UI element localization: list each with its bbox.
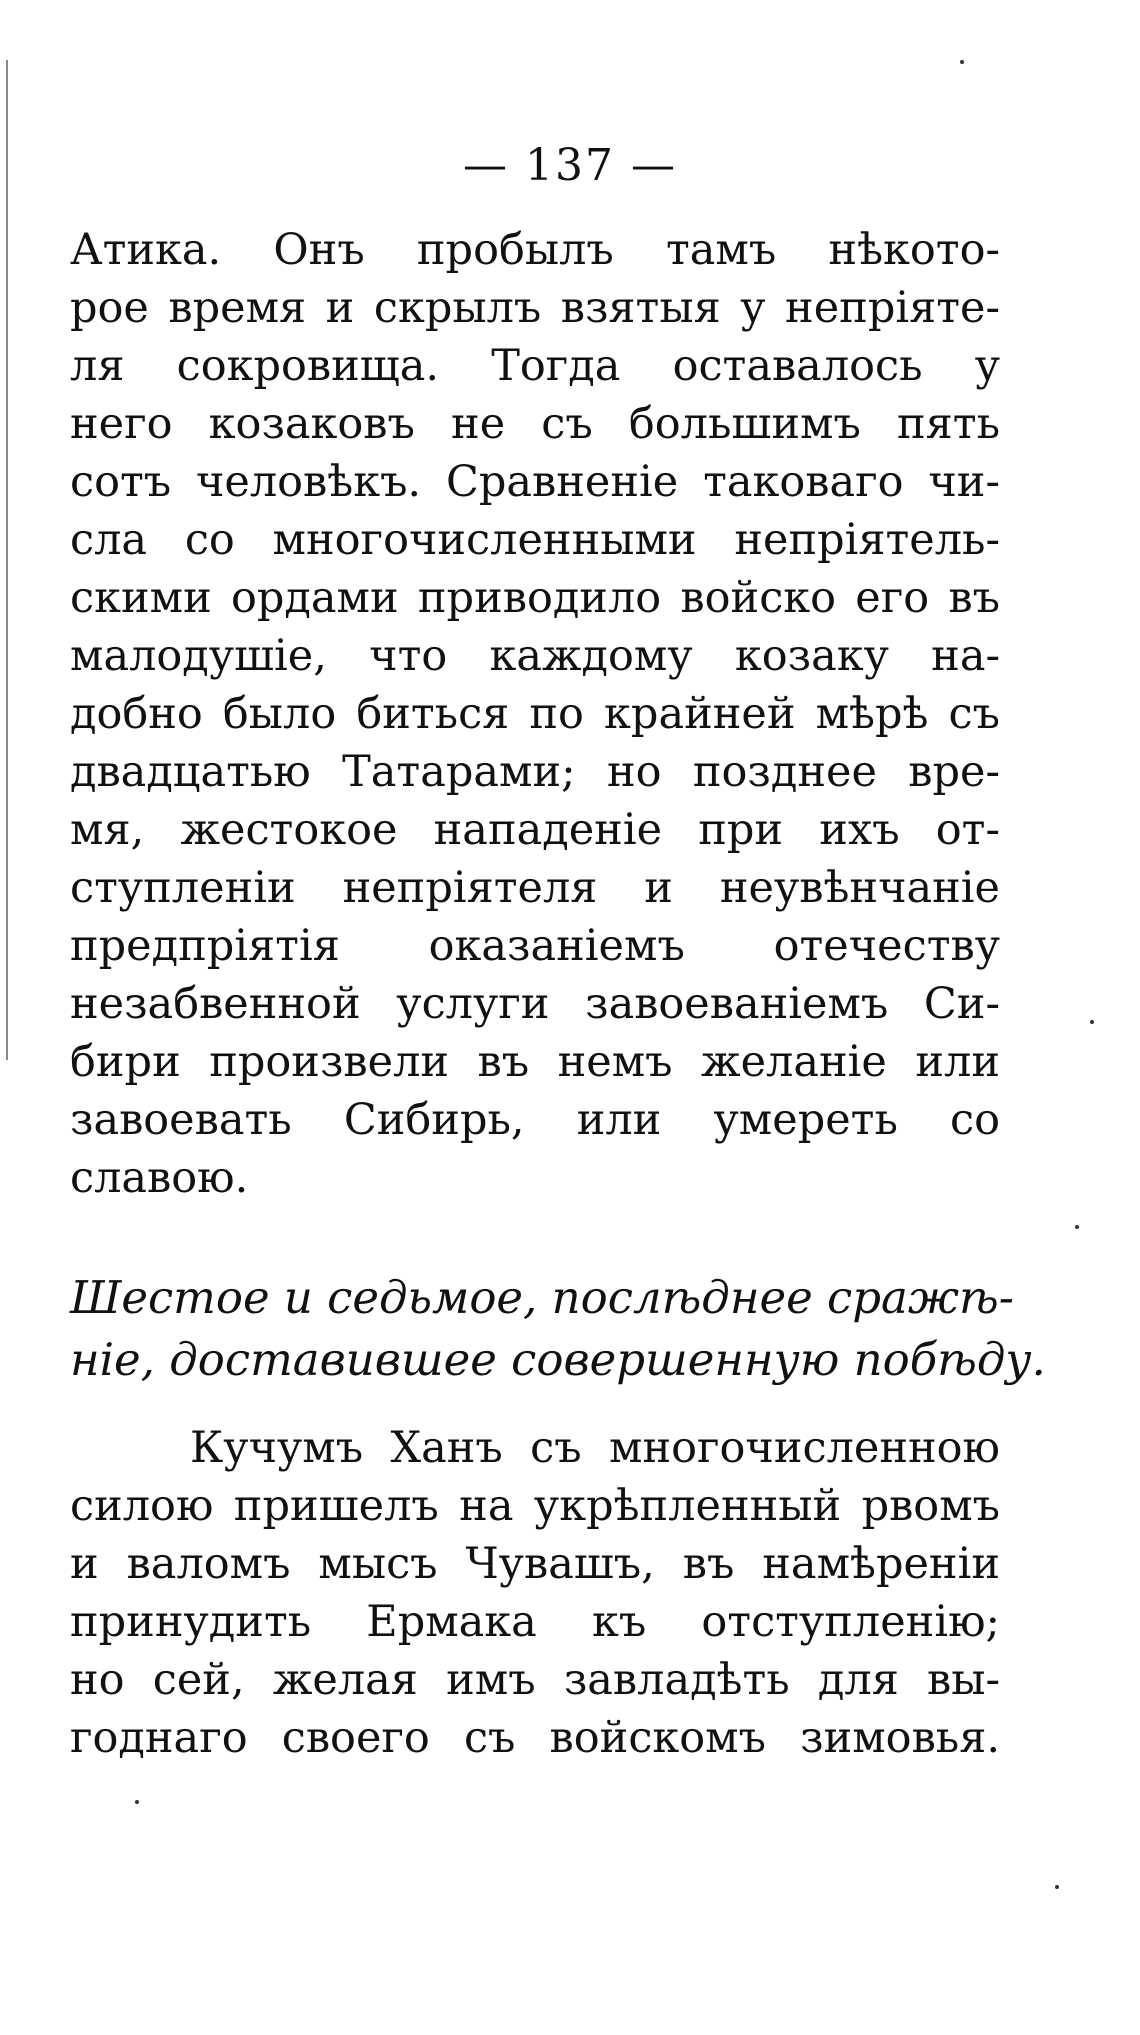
text-line: мя, жестокое нападеніе при ихъ от- (70, 805, 1000, 855)
page-number: — 137 — (463, 140, 677, 191)
scan-speck (135, 1800, 139, 1804)
text-line: Кучумъ Ханъ съ многочисленною (190, 1423, 1000, 1473)
scan-speck (1090, 1020, 1094, 1024)
text-line: двадцатью Татарами; но позднее вре- (70, 747, 1000, 797)
text-line: ля сокровища. Тогда оставалось у (70, 341, 1000, 391)
text-line: Атика. Онъ пробылъ тамъ нѣкото- (70, 225, 1000, 275)
scan-speck (1055, 1885, 1059, 1889)
text-line: рое время и скрылъ взятыя у непріяте- (70, 283, 1000, 333)
text-line: принудить Ермака къ отступленію; (70, 1597, 1000, 1647)
text-line: малодушіе, что каждому козаку на- (70, 631, 1000, 681)
scan-speck (960, 60, 964, 64)
text-line: незабвенной услуги завоеваніемъ Си- (70, 979, 1000, 1029)
text-line: годнаго своего съ войскомъ зимовья. (70, 1713, 1000, 1763)
text-line: силою пришелъ на укрѣпленный рвомъ (70, 1481, 1000, 1531)
text-line: и валомъ мысъ Чувашъ, въ намѣреніи (70, 1539, 1000, 1589)
text-line: славою. (70, 1153, 249, 1203)
scan-speck (1075, 1225, 1079, 1229)
page-edge-shadow (6, 60, 8, 1060)
text-line: бири произвели въ немъ желаніе или (70, 1037, 1000, 1087)
section-heading-line: Шестое и седьмое, послѣднее сражѣ- (70, 1271, 1014, 1324)
text-line: сла со многочисленными непріятель- (70, 515, 1000, 565)
text-line: него козаковъ не съ большимъ пять (70, 399, 1000, 449)
section-heading-line: ніе, доставившее совершенную побѣду. (70, 1333, 1046, 1386)
text-line: завоевать Сибирь, или умереть со (70, 1095, 1000, 1145)
text-line: добно было биться по крайней мѣрѣ съ (70, 689, 1000, 739)
text-line: предпріятія оказаніемъ отечеству (70, 921, 1000, 971)
text-line: сотъ человѣкъ. Сравненіе таковаго чи- (70, 457, 1000, 507)
text-line: скими ордами приводило войско его въ (70, 573, 1000, 623)
text-line: но сей, желая имъ завладѣть для вы- (70, 1655, 1000, 1705)
text-line: ступленіи непріятеля и неувѣнчаніе (70, 863, 1000, 913)
